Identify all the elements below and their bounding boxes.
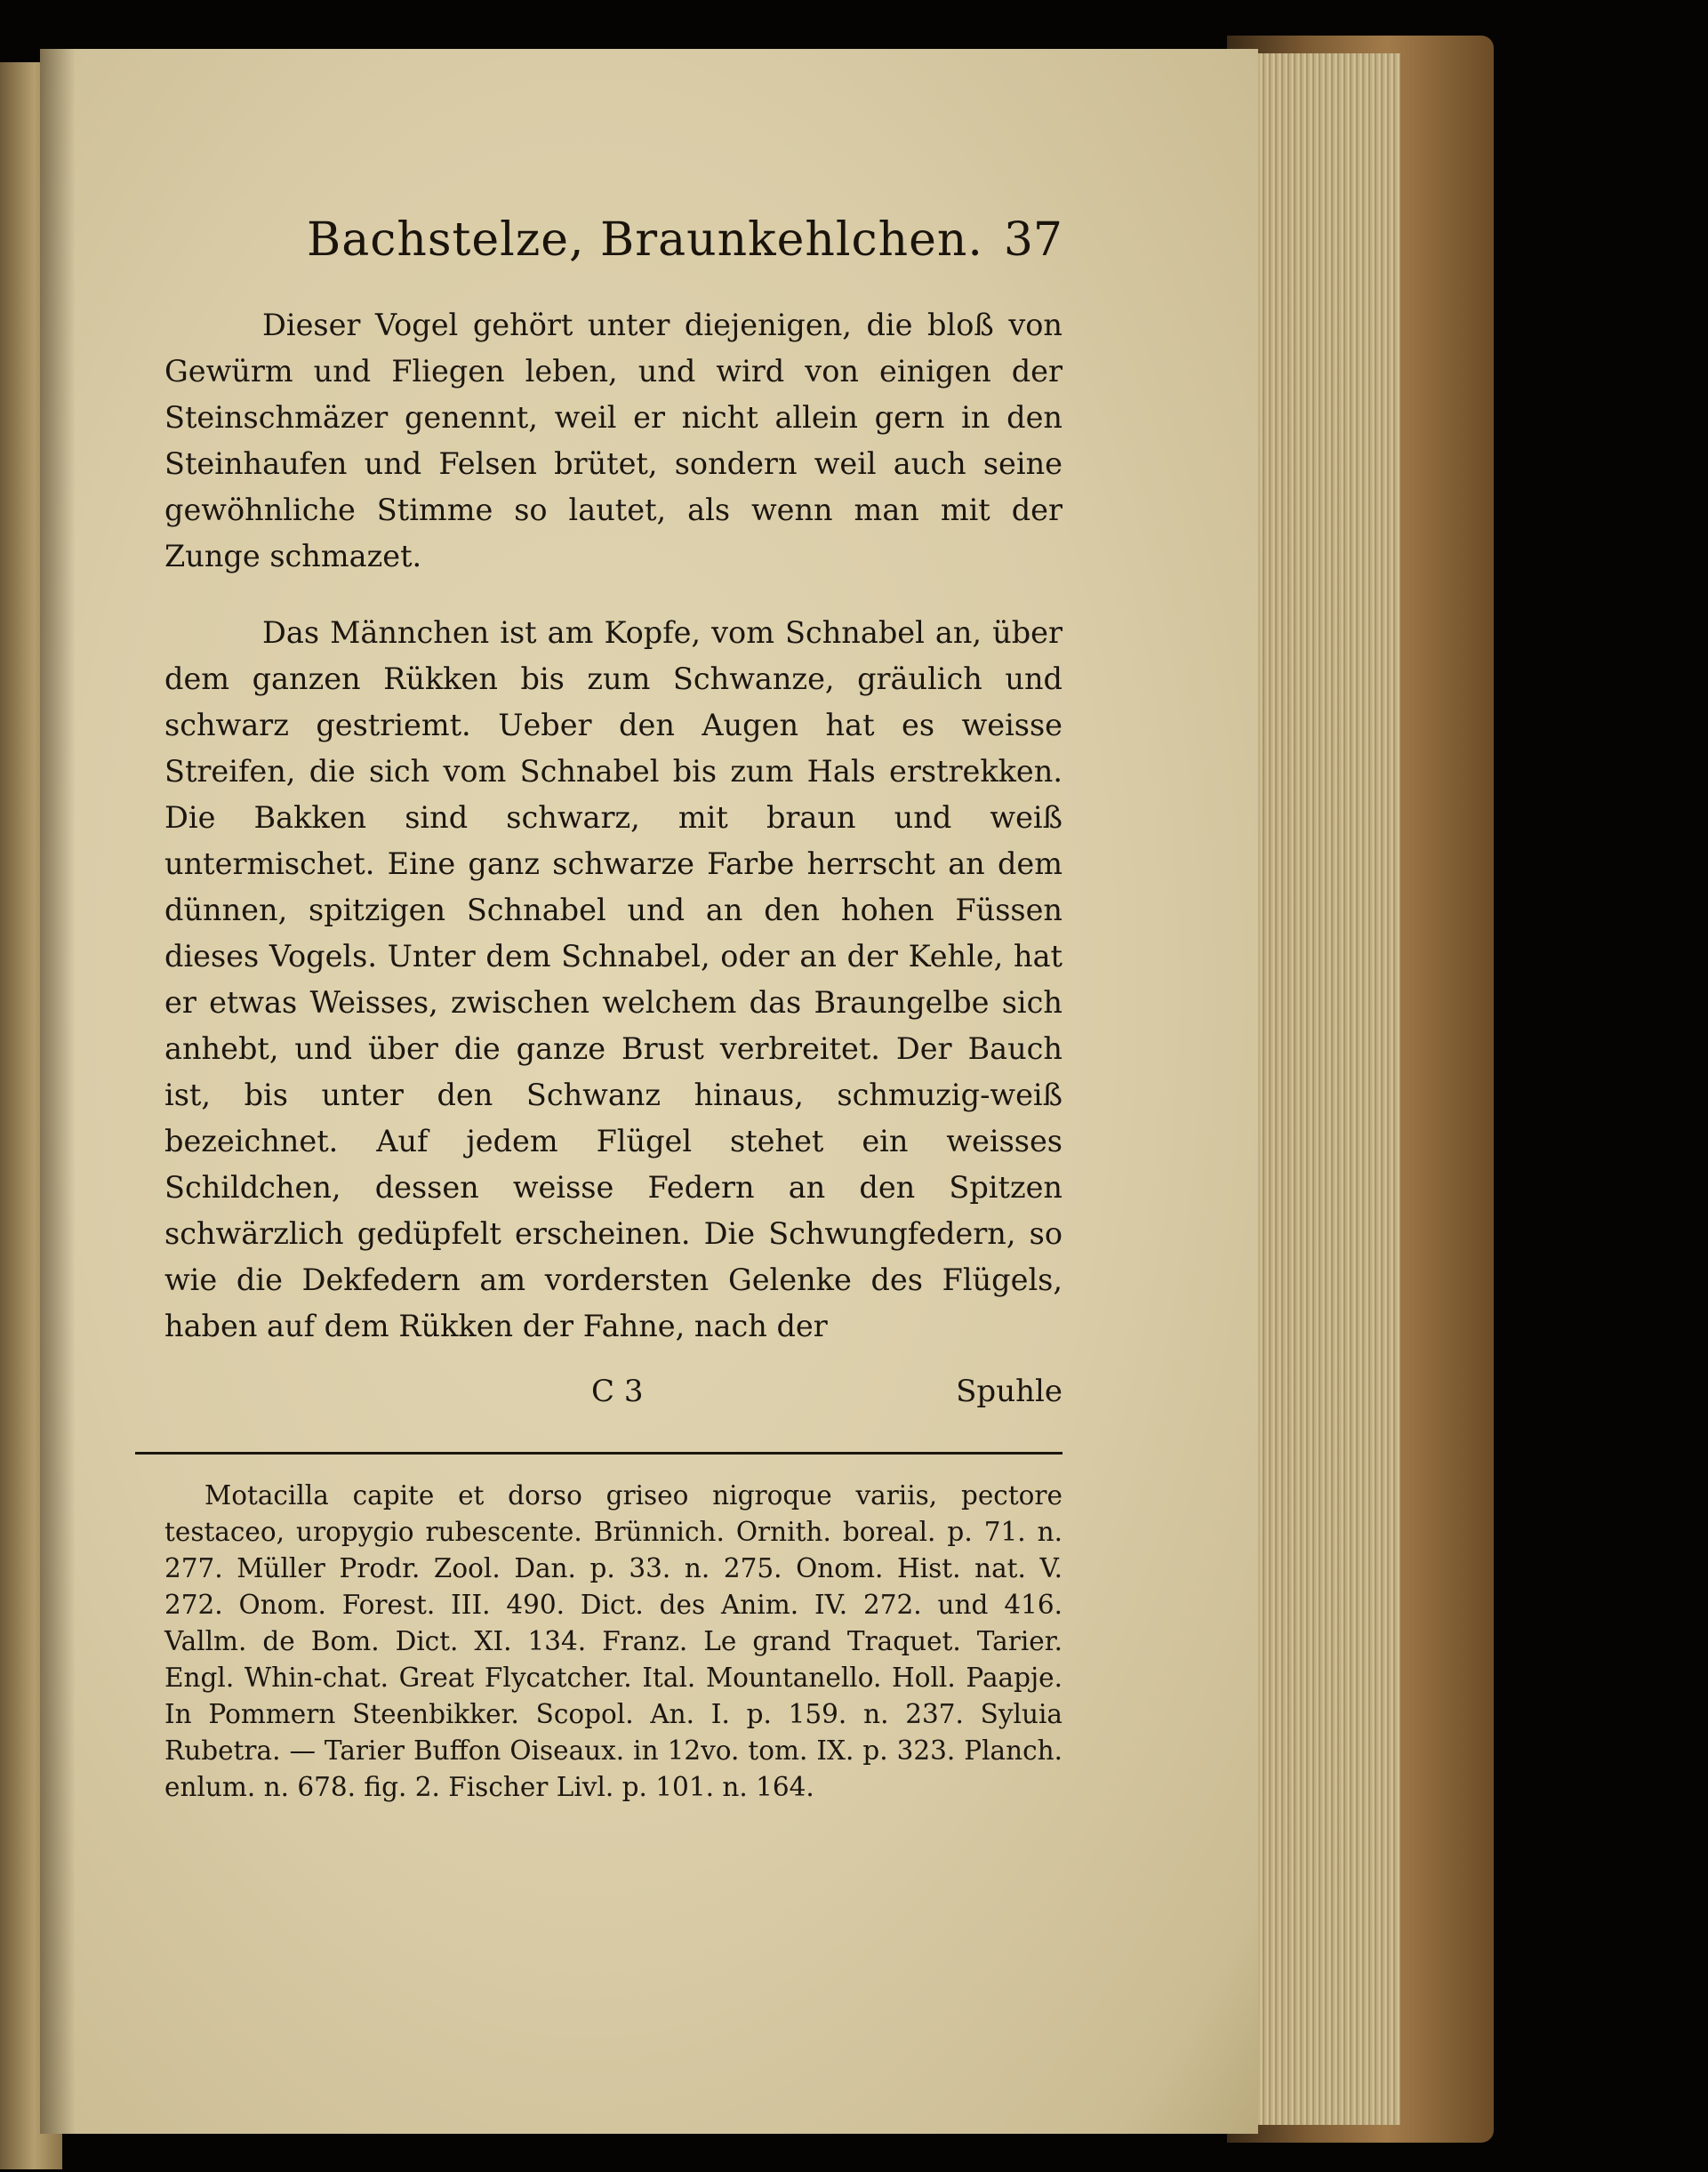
paragraph-1: Dieser Vogel gehört unter diejenigen, die bloß von Gewürm und Fliegen leben, und wird von einigen der Steinschmäzer genennt, weil er nicht allein gern in den Steinhaufen und Felsen brütet, sondern weil auch seine gewöhnliche Stimme so lautet, als wenn man mit der Zunge schmazet. bbox=[164, 308, 1062, 573]
page-number: 37 bbox=[1003, 213, 1062, 267]
paragraph-2: Das Männchen ist am Kopfe, vom Schnabel an, über dem ganzen Rükken bis zum Schwanze, gräulich und schwarz gestriemt. Ueber den Augen hat es weisse Streifen, die sich vom Schnabel bis zum Hals erstrekken. Die Bakken sind schwarz, mit braun und weiß untermischet. Eine ganz schwarze Farbe herrscht an dem dünnen, spitzigen Schnabel und an den hohen Füssen dieses Vogels. Unter dem Schnabel, oder an der Kehle, hat er etwas Weisses, zwischen welchem das Braungelbe sich anhebt, und über die ganze Brust verbreitet. Der Bauch ist, bis unter den Schwanz hinaus, schmuzig-weiß bezeichnet. Auf jedem Flügel stehet ein weisses Schildchen, dessen weisse Federn an den Spitzen schwärzlich gedüpfelt erscheinen. Die Schwungfedern, so wie die Dekfedern am vordersten Gelenke des Flügels, haben auf dem Rükken der Fahne, nach der bbox=[164, 615, 1062, 1343]
running-head bbox=[307, 213, 1062, 285]
body-text bbox=[164, 302, 1062, 1350]
catchword: Spuhle bbox=[956, 1374, 1062, 1409]
page-gutter-shadow bbox=[40, 49, 76, 2134]
footnote: Motacilla capite et dorso griseo nigroque variis, pectore testaceo, uropygio rubescente. Brünnich. Ornith. boreal. p. 71. n. 277. Müller Prodr. Zool. Dan. p. 33. n. 275. Onom. Hist. nat. V. 272. Onom. Forest. III. 490. Dict. des Anim. IV. 272. und 416. Vallm. de Bom. Dict. XI. 134. Franz. Le grand Traquet. Tarier. Engl. Whin-chat. Great Flycatcher. Ital. Mountanello. Holl. Paapje. In Pommern Steenbikker. Scopol. An. I. p. 159. n. 237. Syluia Rubetra. — Tarier Buffon Oiseaux. in 12vo. tom. IX. p. 323. Planch. enlum. n. 678. fig. 2. Fischer Livl. p. 101. n. 164. bbox=[164, 1480, 1062, 1802]
running-title: Bachstelze, Braunkehlchen. bbox=[307, 213, 983, 267]
page-block-edges bbox=[1240, 53, 1400, 2125]
signature-mark: C 3 bbox=[591, 1374, 644, 1409]
page-foot-marks bbox=[164, 1374, 1062, 1420]
footnote-rule bbox=[135, 1452, 1062, 1455]
